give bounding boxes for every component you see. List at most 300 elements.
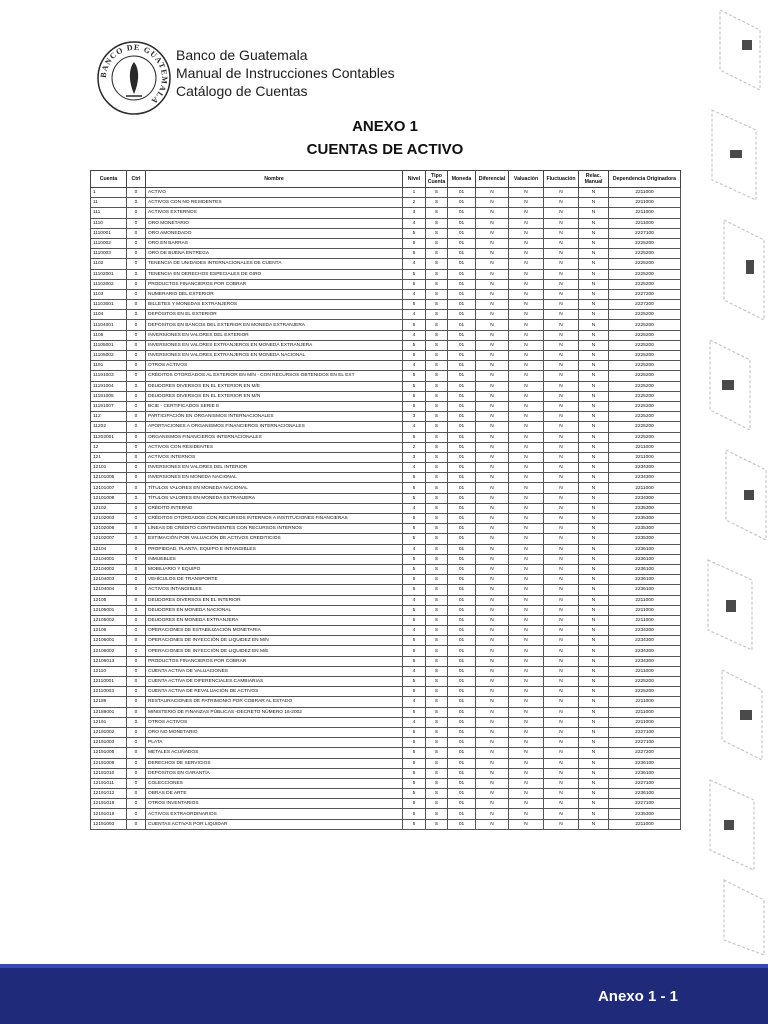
table-cell: N [544, 198, 579, 208]
table-cell: 01 [448, 575, 476, 585]
table-cell: N [476, 727, 509, 737]
table-cell: 2234300 [609, 656, 681, 666]
table-cell: N [476, 218, 509, 228]
table-cell: ORO MONETARIO [146, 218, 403, 228]
table-cell: 5 [403, 534, 426, 544]
table-cell: 5 [403, 677, 426, 687]
table-cell: 2225200 [609, 361, 681, 371]
table-cell: BILLETES Y MONEDAS EXTRANJEROS [146, 300, 403, 310]
table-cell: N [544, 615, 579, 625]
table-cell: N [579, 738, 609, 748]
table-cell: N [476, 330, 509, 340]
table-cell: DEPÓSITOS EN EL EXTERIOR [146, 310, 403, 320]
table-cell: N [579, 595, 609, 605]
table-cell: N [544, 554, 579, 564]
table-cell: 01 [448, 738, 476, 748]
table-cell: N [579, 615, 609, 625]
table-cell: N [544, 656, 579, 666]
table-row [91, 666, 681, 676]
table-cell: 01 [448, 249, 476, 259]
table-cell: N [579, 320, 609, 330]
table-cell: N [544, 524, 579, 534]
table-cell: N [476, 656, 509, 666]
table-row [91, 310, 681, 320]
table-cell: N [544, 300, 579, 310]
table-cell: 01 [448, 666, 476, 676]
table-cell: 11202 [91, 422, 127, 432]
table-cell: 2227200 [609, 300, 681, 310]
table-cell: 0 [127, 330, 146, 340]
table-cell: 2225200 [609, 401, 681, 411]
table-cell: 2211000 [609, 188, 681, 198]
table-cell: N [476, 626, 509, 636]
catalog-name: Catálogo de Cuentas [176, 83, 308, 99]
table-cell: 0 [127, 656, 146, 666]
table-cell: 0 [127, 473, 146, 483]
table-cell: 11191005 [91, 391, 127, 401]
table-cell: 11191003 [91, 371, 127, 381]
table-cell: 12102007 [91, 534, 127, 544]
table-row [91, 626, 681, 636]
table-row [91, 809, 681, 819]
table-cell: CRÉDITO INTERNO [146, 503, 403, 513]
table-cell: N [544, 249, 579, 259]
table-cell: N [579, 279, 609, 289]
table-cell: N [544, 778, 579, 788]
table-cell: APORTACIONES A ORGANISMOS FINANCIEROS INTERNACIONALES [146, 422, 403, 432]
table-cell: 2 [403, 198, 426, 208]
table-cell: N [544, 473, 579, 483]
table-cell: 1191 [91, 361, 127, 371]
table-cell: 11105002 [91, 351, 127, 361]
table-cell: 12191002 [91, 727, 127, 737]
table-cell: N [544, 208, 579, 218]
table-cell: NUMERARIO DEL EXTERIOR [146, 289, 403, 299]
table-row [91, 544, 681, 554]
table-cell: 2211000 [609, 605, 681, 615]
table-cell: N [579, 748, 609, 758]
table-cell: 2227100 [609, 727, 681, 737]
table-cell: 01 [448, 748, 476, 758]
table-cell: 12191005 [91, 748, 127, 758]
table-cell: S [426, 615, 448, 625]
table-cell: 0 [127, 371, 146, 381]
table-cell: N [476, 259, 509, 269]
table-cell: N [544, 218, 579, 228]
table-cell: 12105002 [91, 615, 127, 625]
table-row [91, 819, 681, 829]
decorative-pattern [700, 0, 768, 960]
table-cell: CUENTA ACTIVA DE VALUACIONES [146, 666, 403, 676]
table-cell: 5 [403, 656, 426, 666]
table-cell: 0 [127, 819, 146, 829]
table-cell: 2227100 [609, 738, 681, 748]
table-row [91, 524, 681, 534]
table-cell: 2236100 [609, 575, 681, 585]
table-cell: S [426, 483, 448, 493]
table-cell: N [476, 279, 509, 289]
table-cell: S [426, 198, 448, 208]
table-cell: N [476, 340, 509, 350]
table-cell: ACTIVOS CON RESIDENTES [146, 442, 403, 452]
table-row [91, 289, 681, 299]
table-cell: 01 [448, 289, 476, 299]
table-cell: INVERSIONES EN VALORES DEL INTERIOR [146, 463, 403, 473]
table-cell: 2225200 [609, 330, 681, 340]
table-cell: N [544, 432, 579, 442]
table-cell: N [579, 289, 609, 299]
table-cell: 5 [403, 391, 426, 401]
table-cell: N [579, 259, 609, 269]
table-cell: 11104001 [91, 320, 127, 330]
table-cell: N [509, 544, 544, 554]
table-cell: 0 [127, 463, 146, 473]
table-cell: N [509, 738, 544, 748]
table-cell: DEUDORES DIVERSOS EN EL EXTERIOR EN M/E [146, 381, 403, 391]
table-cell: S [426, 320, 448, 330]
table-cell: 0 [127, 422, 146, 432]
table-cell: 2227200 [609, 289, 681, 299]
table-cell: 2211000 [609, 218, 681, 228]
table-cell: 2236100 [609, 789, 681, 799]
table-cell: N [509, 381, 544, 391]
table-cell: 01 [448, 351, 476, 361]
table-row [91, 228, 681, 238]
table-cell: ACTIVOS INTERNOS [146, 452, 403, 462]
table-cell: S [426, 381, 448, 391]
table-cell: N [579, 687, 609, 697]
table-cell: 12191010 [91, 768, 127, 778]
table-cell: 2235300 [609, 524, 681, 534]
table-cell: N [476, 768, 509, 778]
table-cell: 5 [403, 340, 426, 350]
table-cell: S [426, 707, 448, 717]
table-cell: 5 [403, 799, 426, 809]
table-cell: 0 [127, 524, 146, 534]
table-cell: DEUDORES EN MONEDA EXTRANJERA [146, 615, 403, 625]
table-cell: N [579, 605, 609, 615]
table-cell: 4 [403, 310, 426, 320]
table-row [91, 401, 681, 411]
column-header: Relac. Manual [579, 171, 609, 188]
table-cell: N [476, 809, 509, 819]
table-cell: N [544, 717, 579, 727]
table-cell: N [476, 238, 509, 248]
table-cell: N [476, 310, 509, 320]
page-number-label: Anexo 1 - 1 [597, 988, 678, 1005]
table-row [91, 351, 681, 361]
table-cell: N [579, 432, 609, 442]
table-cell: 01 [448, 422, 476, 432]
table-cell: N [476, 351, 509, 361]
table-cell: 2211000 [609, 615, 681, 625]
table-cell: N [509, 208, 544, 218]
table-row [91, 238, 681, 248]
table-cell: S [426, 605, 448, 615]
table-cell: N [579, 381, 609, 391]
table-cell: 12101008 [91, 493, 127, 503]
table-cell: 11102002 [91, 279, 127, 289]
table-cell: 0 [127, 575, 146, 585]
table-cell: 5 [403, 371, 426, 381]
table-cell: S [426, 218, 448, 228]
column-header: Moneda [448, 171, 476, 188]
table-cell: 2211000 [609, 452, 681, 462]
table-cell: 2234300 [609, 626, 681, 636]
table-cell: N [544, 758, 579, 768]
table-cell: 2211000 [609, 208, 681, 218]
table-cell: 5 [403, 738, 426, 748]
table-cell: N [476, 748, 509, 758]
table-cell: N [579, 809, 609, 819]
table-cell: S [426, 626, 448, 636]
table-row [91, 320, 681, 330]
table-cell: N [544, 412, 579, 422]
table-cell: 12106002 [91, 646, 127, 656]
table-cell: N [544, 279, 579, 289]
table-cell: N [579, 218, 609, 228]
table-cell: 0 [127, 758, 146, 768]
table-cell: N [579, 727, 609, 737]
table-row [91, 534, 681, 544]
table-cell: N [509, 289, 544, 299]
table-cell: N [476, 381, 509, 391]
table-cell: 5 [403, 238, 426, 248]
table-cell: 0 [127, 768, 146, 778]
table-cell: N [509, 615, 544, 625]
table-cell: S [426, 432, 448, 442]
table-cell: S [426, 534, 448, 544]
table-row [91, 768, 681, 778]
table-cell: N [544, 228, 579, 238]
table-cell: N [509, 717, 544, 727]
table-cell: 12191019 [91, 809, 127, 819]
table-cell: 12104002 [91, 564, 127, 574]
table-cell: 5 [403, 768, 426, 778]
table-cell: N [509, 646, 544, 656]
table-cell: N [544, 727, 579, 737]
table-cell: 01 [448, 697, 476, 707]
table-cell: 2 [403, 442, 426, 452]
table-cell: MINISTERIO DE FINANZAS PÚBLICAS -DECRETO NÚMERO 16-2002 [146, 707, 403, 717]
table-cell: 2227100 [609, 799, 681, 809]
table-cell: ORGANISMOS FINANCIEROS INTERNACIONALES [146, 432, 403, 442]
table-cell: 01 [448, 524, 476, 534]
table-cell: 2225200 [609, 677, 681, 687]
table-row [91, 442, 681, 452]
table-cell: 0 [127, 391, 146, 401]
table-cell: 0 [127, 738, 146, 748]
table-cell: N [476, 208, 509, 218]
table-cell: 0 [127, 544, 146, 554]
table-cell: 01 [448, 269, 476, 279]
table-cell: 0 [127, 208, 146, 218]
table-cell: 12104 [91, 544, 127, 554]
table-cell: N [544, 768, 579, 778]
table-cell: 12104003 [91, 575, 127, 585]
table-cell: S [426, 503, 448, 513]
table-cell: 2211000 [609, 717, 681, 727]
table-cell: 2211000 [609, 198, 681, 208]
table-cell: 12191012 [91, 789, 127, 799]
table-cell: S [426, 585, 448, 595]
table-cell: S [426, 738, 448, 748]
table-cell: 0 [127, 269, 146, 279]
table-row [91, 371, 681, 381]
table-cell: N [509, 666, 544, 676]
table-cell: S [426, 666, 448, 676]
table-cell: PLATA [146, 738, 403, 748]
table-cell: N [476, 544, 509, 554]
table-cell: N [579, 483, 609, 493]
table-cell: 12102 [91, 503, 127, 513]
table-cell: 01 [448, 391, 476, 401]
table-cell: 01 [448, 330, 476, 340]
table-cell: N [509, 300, 544, 310]
table-cell: N [579, 789, 609, 799]
table-cell: 0 [127, 401, 146, 411]
table-cell: 0 [127, 493, 146, 503]
table-cell: 4 [403, 717, 426, 727]
table-cell: N [579, 677, 609, 687]
table-cell: 2211000 [609, 666, 681, 676]
table-cell: N [544, 789, 579, 799]
table-cell: 5 [403, 279, 426, 289]
table-cell: 5 [403, 351, 426, 361]
table-cell: S [426, 300, 448, 310]
table-cell: S [426, 371, 448, 381]
table-cell: N [579, 575, 609, 585]
table-cell: 0 [127, 615, 146, 625]
table-cell: N [509, 310, 544, 320]
table-cell: N [476, 799, 509, 809]
table-cell: PARTICIPACIÓN EN ORGANISMOS INTERNACIONALES [146, 412, 403, 422]
table-cell: N [476, 452, 509, 462]
table-cell: N [579, 391, 609, 401]
table-cell: CUENTA ACTIVA DE REVALUACIÓN DE ACTIVOS [146, 687, 403, 697]
table-cell: 2225200 [609, 391, 681, 401]
table-cell: N [579, 442, 609, 452]
table-cell: 2225200 [609, 279, 681, 289]
table-cell: 01 [448, 259, 476, 269]
table-cell: 5 [403, 778, 426, 788]
table-cell: S [426, 799, 448, 809]
table-cell: 2211000 [609, 595, 681, 605]
table-cell: 2211000 [609, 707, 681, 717]
table-cell: S [426, 269, 448, 279]
table-cell: 5 [403, 727, 426, 737]
table-cell: N [476, 615, 509, 625]
table-cell: 0 [127, 554, 146, 564]
table-cell: 01 [448, 819, 476, 829]
table-cell: 4 [403, 422, 426, 432]
table-cell: 5 [403, 473, 426, 483]
table-cell: 0 [127, 483, 146, 493]
table-cell: 5 [403, 401, 426, 411]
table-cell: INVERSIONES EN VALORES EXTRANJEROS EN MONEDA NACIONAL [146, 351, 403, 361]
table-cell: S [426, 351, 448, 361]
column-header: Dependencia Originadora [609, 171, 681, 188]
table-cell: N [544, 381, 579, 391]
table-cell: N [476, 646, 509, 656]
table-cell: N [544, 269, 579, 279]
table-cell: RESTAURACIONES DE PATRIMONIO POR COBRAR AL ESTADO [146, 697, 403, 707]
table-cell: 2234300 [609, 473, 681, 483]
table-cell: S [426, 442, 448, 452]
table-cell: 112 [91, 412, 127, 422]
table-cell: N [509, 463, 544, 473]
table-cell: N [476, 758, 509, 768]
table-cell: S [426, 493, 448, 503]
table-cell: 01 [448, 636, 476, 646]
table-cell: N [579, 473, 609, 483]
table-cell: 01 [448, 778, 476, 788]
table-row [91, 636, 681, 646]
table-cell: 5 [403, 687, 426, 697]
table-cell: S [426, 697, 448, 707]
table-cell: S [426, 391, 448, 401]
table-cell: PRODUCTOS FINANCIEROS POR COBRAR [146, 279, 403, 289]
table-cell: 1104 [91, 310, 127, 320]
table-cell: 12101007 [91, 483, 127, 493]
column-header: Diferencial [476, 171, 509, 188]
table-row [91, 463, 681, 473]
table-cell: N [579, 534, 609, 544]
table-cell: 12106 [91, 626, 127, 636]
table-cell: N [476, 320, 509, 330]
table-cell: 01 [448, 463, 476, 473]
table-cell: 0 [127, 361, 146, 371]
table-cell: N [509, 249, 544, 259]
table-cell: 2236100 [609, 768, 681, 778]
table-cell: VEHÍCULOS DE TRANSPORTE [146, 575, 403, 585]
table-cell: S [426, 646, 448, 656]
table-cell: N [476, 300, 509, 310]
table-cell: OTROS ACTIVOS [146, 717, 403, 727]
table-cell: 2236100 [609, 758, 681, 768]
table-cell: N [579, 351, 609, 361]
table-cell: S [426, 228, 448, 238]
table-cell: CRÉDITOS OTORGADOS AL EXTERIOR EN M/N - CON RECURSOS OBTENIDOS EN EL EXT [146, 371, 403, 381]
table-cell: S [426, 401, 448, 411]
table-cell: 0 [127, 687, 146, 697]
table-cell: N [579, 238, 609, 248]
table-cell: 2234300 [609, 636, 681, 646]
table-cell: PROPIEDAD, PLANTA, EQUIPO E INTANGIBLES [146, 544, 403, 554]
column-header: Fluctuación [544, 171, 579, 188]
table-cell: 121 [91, 452, 127, 462]
table-cell: 01 [448, 585, 476, 595]
table-cell: 5 [403, 320, 426, 330]
table-cell: OTROS ACTIVOS [146, 361, 403, 371]
table-row [91, 269, 681, 279]
table-cell: OBRAS DE ARTE [146, 789, 403, 799]
table-cell: 0 [127, 809, 146, 819]
table-cell: N [544, 422, 579, 432]
table-cell: 12189001 [91, 707, 127, 717]
table-cell: S [426, 238, 448, 248]
table-cell: TÍTULOS VALORES EN MONEDA NACIONAL [146, 483, 403, 493]
table-cell: S [426, 819, 448, 829]
table-cell: 5 [403, 575, 426, 585]
table-cell: 4 [403, 503, 426, 513]
table-cell: N [509, 758, 544, 768]
table-cell: 1110002 [91, 238, 127, 248]
table-cell: N [476, 687, 509, 697]
table-cell: N [579, 463, 609, 473]
table-cell: N [476, 432, 509, 442]
table-cell: 2211000 [609, 483, 681, 493]
